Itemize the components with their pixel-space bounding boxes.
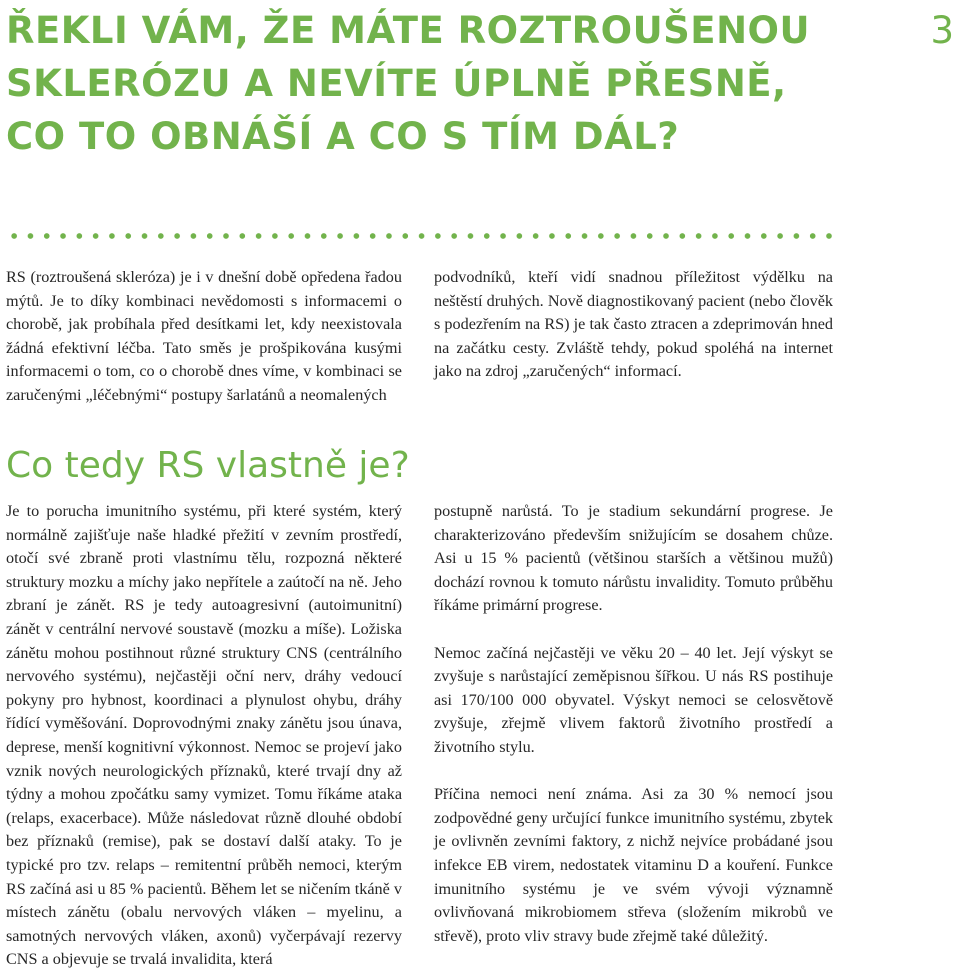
section-heading: Co tedy RS vlastně je? — [6, 445, 410, 486]
title-line-1: ŘEKLI VÁM, ŽE MÁTE ROZTROUŠENOU — [6, 9, 811, 52]
intro-column-left — [6, 266, 402, 408]
page-title — [6, 4, 866, 163]
intro-paragraph-1: RS (roztroušená skleróza) je i v dnešní době opředena řadou mýtů. Je to díky kombinaci nevědomosti s informacemi o chorobě, jak probíhala před desítkami let, kdy neexistovala žádná efektivní léčba. Tato směs je prošpikována kusými informacemi o tom, co o chorobě dnes víme, v kombinaci se zaručenými „léčebnými“ postupy šarlatánů a neomalených — [6, 268, 402, 404]
dotted-divider — [6, 230, 834, 242]
body-column-right — [434, 500, 833, 948]
title-line-3: CO TO OBNÁŠÍ A CO S TÍM DÁL? — [6, 115, 680, 158]
page-number: 3 — [930, 9, 954, 52]
body-paragraph-1: Je to porucha imunitního systému, při které systém, který normálně zajišťuje naše hladké přežití v zevním prostředí, otočí své zbraně proti vlastnímu tělu, rozpozná některé struktury mozku a míchy jako nepřítele a zaútočí na ně. Jeho zbraní je zánět. RS je tedy autoagresivní (autoimunitní) zánět v centrální nervové soustavě (mozku a míše). Ložiska zánětu mohou postihnout různé struktury CNS (centrálního nervového systému), nejčastěji oční nerv, dráhy vedoucí pokyny pro hybnost, koordinaci a plynulost ohybu, dráhy řídící vyměšování. Doprovodnými znaky zánětu jsou únava, deprese, menší kognitivní výkonnost. Nemoc se projeví jako vznik nových neurologických příznaků, které trvají dny až týdny a mohou zpočátku samy vymizet. Tomu říkáme ataka (relaps, exacerbace). Může následovat různě dlouhé období bez příznaků (remise), pak se dostaví další ataky. To je typické pro tzv. relaps – remitentní průběh nemoci, kterým RS začíná asi u 85 % pacientů. Během let se ničením tkáně v místech zánětu (obalu nervových vláken – myelinu, a samotných nervových vláken, axonů) vyčerpávají rezervy CNS a objevuje se trvalá invalidita, která — [6, 502, 402, 969]
body-paragraph-4: Příčina nemoci není známa. Asi za 30 % nemocí jsou zodpovědné geny určující funkce imunitního systému, zbytek je ovlivněn zevními faktory, z nichž nejvíce probádané jsou infekce EB virem, nedostatek vitaminu D a kouření. Funkce imunitního systému je ve svém vývoji významně ovlivňovaná mikrobiomem střeva (složením mikrobů ve střevě), proto vliv stravy bude zřejmě také důležitý. — [434, 785, 833, 945]
body-column-left — [6, 500, 402, 972]
intro-paragraph-2: podvodníků, kteří vidí snadnou příležitost výdělku na neštěstí druhých. Nově diagnostikovaný pacient (nebo člověk s podezřením na RS) je tak často ztracen a zdeprimován hned na začátku cesty. Zvláště tehdy, pokud spoléhá na internet jako na zdroj „zaručených“ informací. — [434, 268, 833, 381]
title-line-2: SKLERÓZU A NEVÍTE ÚPLNĚ PŘESNĚ, — [6, 62, 787, 105]
body-paragraph-2: postupně narůstá. To je stadium sekundární progrese. Je charakterizováno především snižujícím se dosahem chůze. Asi u 15 % pacientů (většinou starších a většinou mužů) dochází rovnou k tomuto nárůstu invalidity. Tomuto průběhu říkáme primární progrese. — [434, 502, 833, 615]
intro-column-right — [434, 266, 833, 384]
body-paragraph-3: Nemoc začíná nejčastěji ve věku 20 – 40 let. Její výskyt se zvyšuje s narůstající zeměpisnou šířkou. U nás RS postihuje asi 170/100 000 obyvatel. Výskyt nemoci se celosvětově zvyšuje, zřejmě vlivem faktorů životního prostředí a životního stylu. — [434, 643, 833, 756]
